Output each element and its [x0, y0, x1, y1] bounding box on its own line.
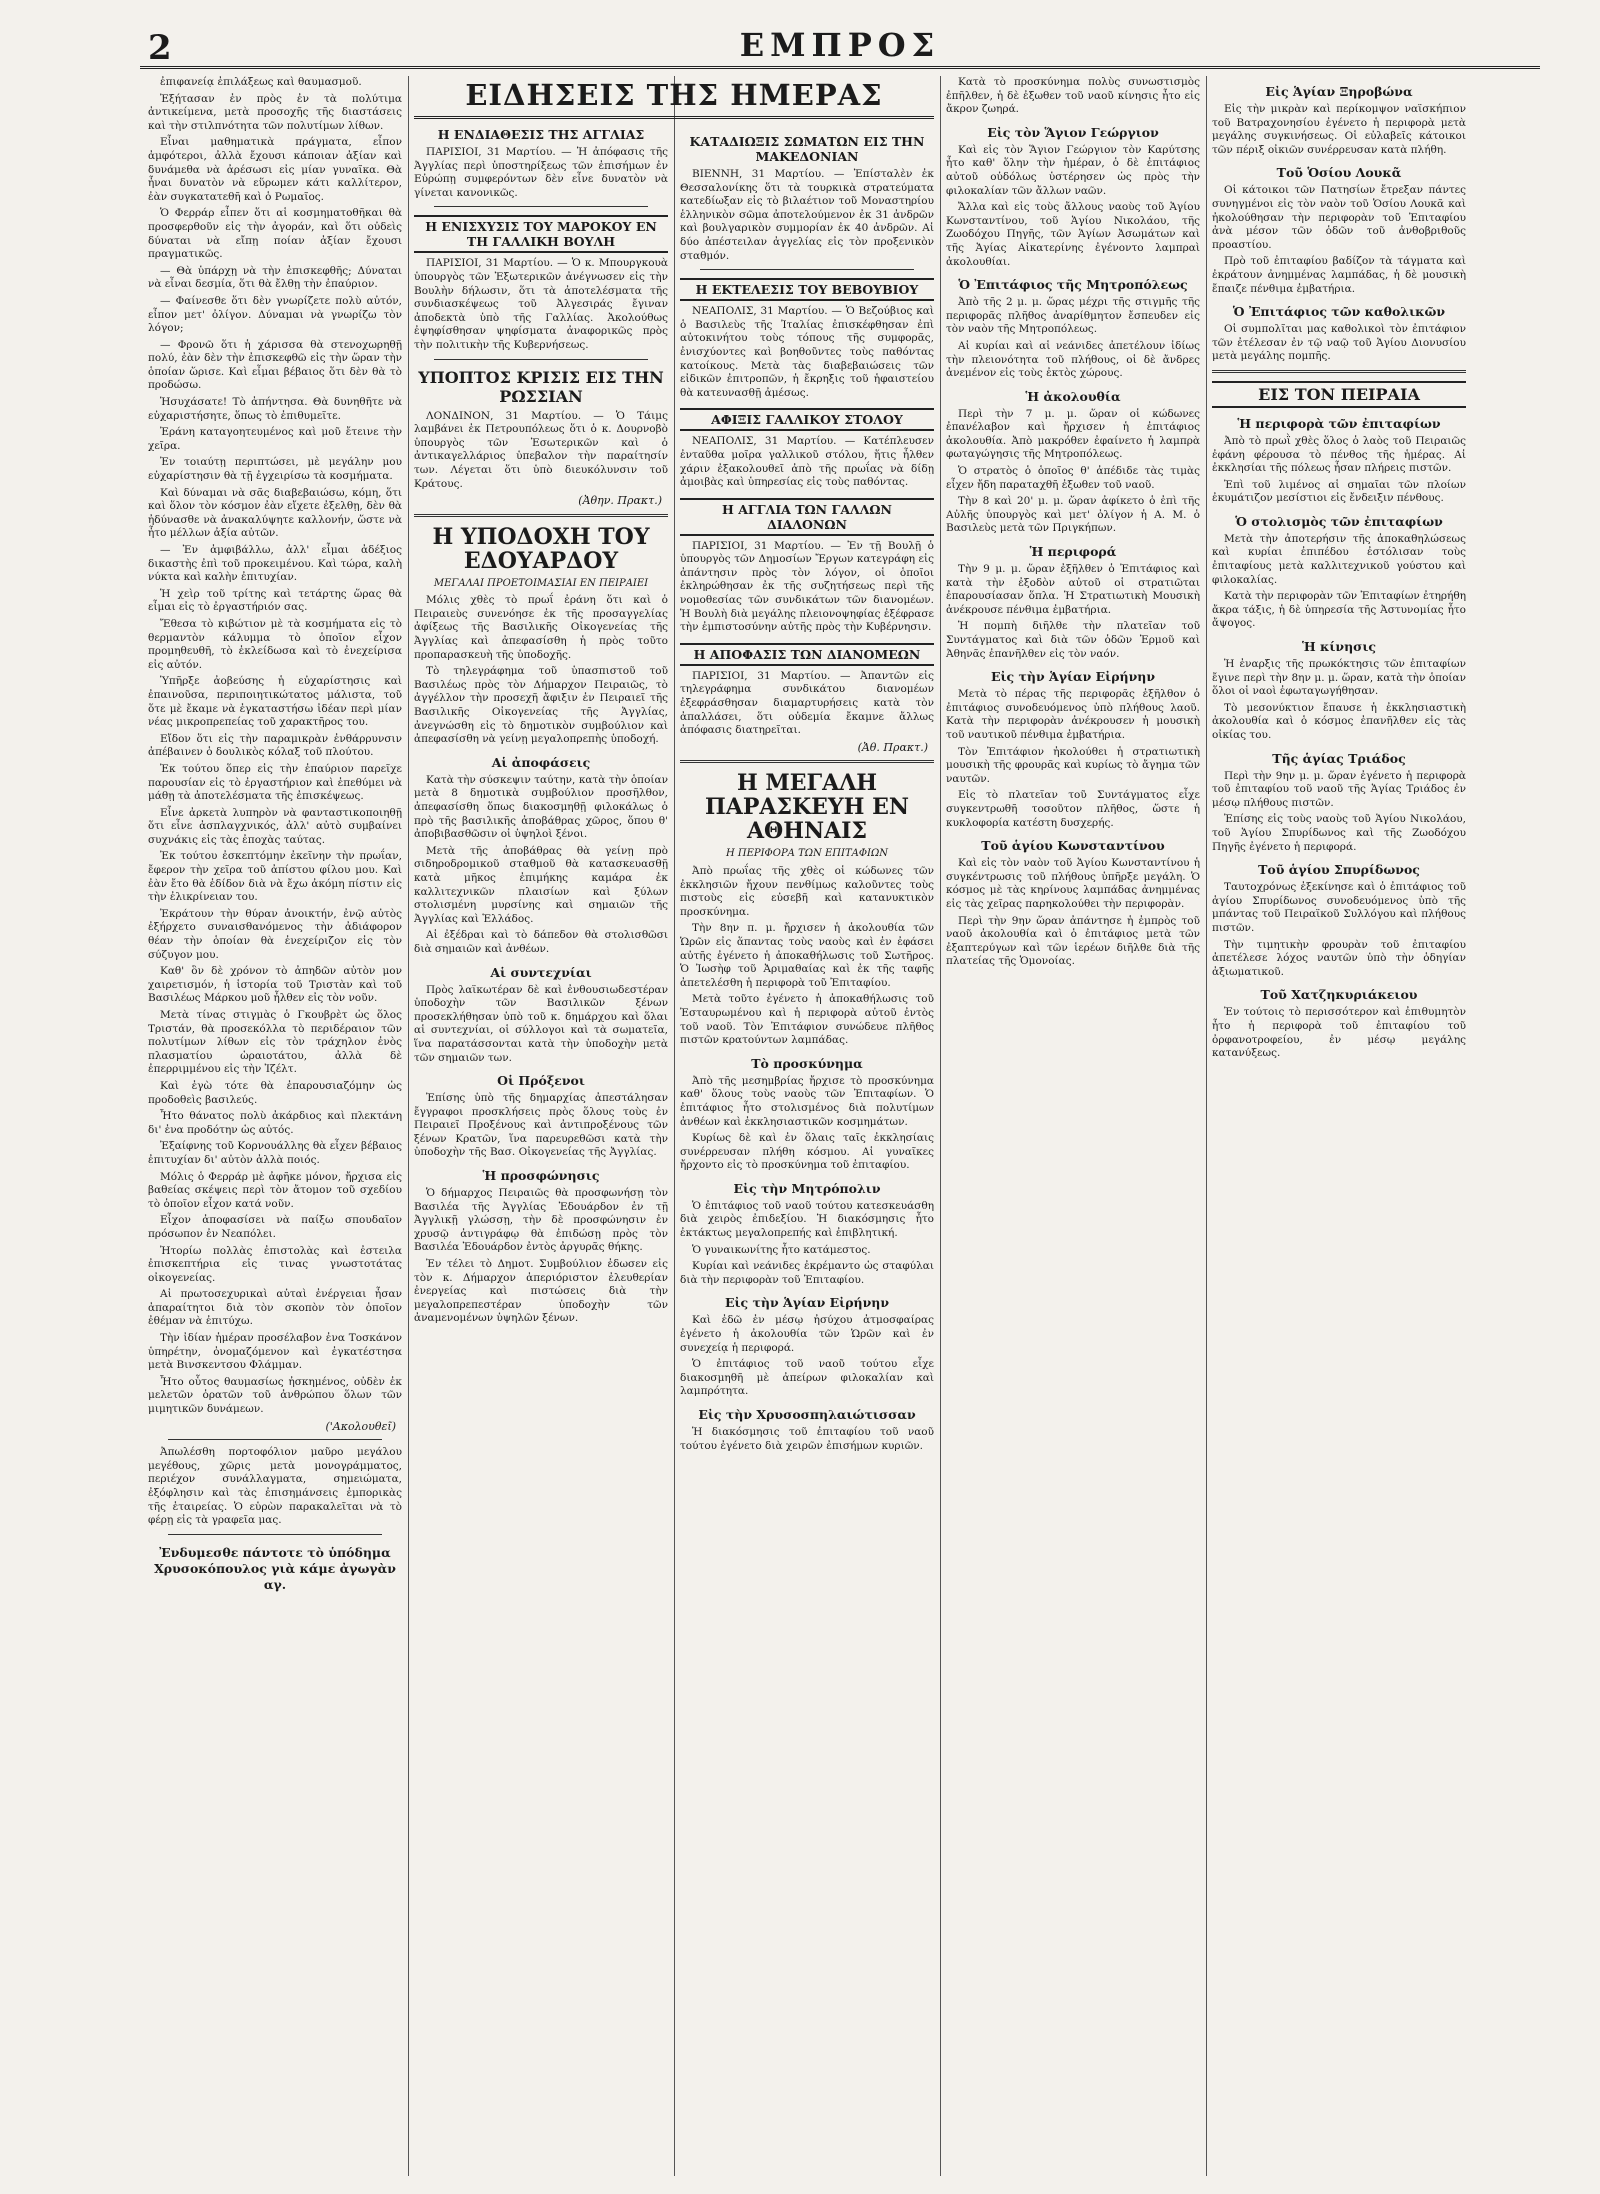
subhead: Εἰς τὴν Ἁγίαν Εἰρήνην	[724, 1295, 890, 1311]
paragraph: Ἐράνη καταγοητευμένος καὶ μοῦ ἔτεινε τὴν χεῖρα.	[148, 426, 402, 452]
paragraph: Καὶ δύναμαι νὰ σᾶς διαβεβαιώσω, κόμη, ὅτι καὶ ὅλον τὸν κόσμον ἐὰν εἴχετε ἐξελθῃ, δὲν θὰ ἠδύνασθε νὰ ἀνακαλύψητε καλλονήν, ὥστε νὰ ἦτο μέλλων ἀξία αὐτῶν.	[148, 486, 402, 540]
paragraph: Τὴν ἰδίαν ἡμέραν προσέλαβον ἐνα Τοσκάνον ὑπηρέτην, ὀνομαζόμενον καὶ ἐγκατέστησα μετὰ Βινσκεντσου Φλάμμαν.	[148, 1332, 402, 1372]
paragraph: Εἰς τὸ πλατεῖαν τοῦ Συντάγματος εἶχε συγκεντρωθῆ τοσοῦτον πλῆθος, ὥστε ἡ κυκλοφορία κατέστη δυσχερής.	[946, 789, 1200, 829]
paragraph: Καὶ εἰς τὸν Ἅγιον Γεώργιον τὸν Καρύτσης ἦτο καθ' ὅλην τὴν ἡμέραν, ὁ δὲ ἐπιτάφιος αὐτοῦ οὐδόλως ὑστέρησεν ὡς πρὸς τὴν φιλοκαλίαν τῶν ἄλλων ναῶν.	[946, 143, 1200, 197]
shoe-ad: Ἐνδυμεσθε πάντοτε τὸ ὑπόδημα Χρυσοκόπουλος γιὰ κάμε ἀγωγὰν αγ.	[154, 1544, 396, 1592]
headline: Η ΥΠΟΔΟΧΗ ΤΟΥ ΕΔΟΥΑΡΔΟΥ	[432, 523, 650, 574]
paragraph: Ἐξήτασαν ἐν πρὸς ἐν τὰ πολύτιμα ἀντικείμενα, μετὰ προσοχῆς τῆς διαστάσεις καὶ τὴν στιλπνότητα τῶν πολυτίμων λίθων.	[148, 92, 402, 132]
section-heading-piraeus: ΕΙΣ ΤΟΝ ΠΕΙΡΑΙΑ	[1212, 381, 1466, 408]
paragraph: Μετὰ τίνας στιγμὰς ὁ Γκουβρὲτ ὡς ὅλος Τριστάν, θὰ προσεκόλλα τὸ περιδέραιον τῶν πολυτίμων λίθων εἰς τὸν τράχηλον ἐνὸς πλασματίου ὡραιοτάτου, ἀλλὰ δὲ ἐπερριμμένου εἰς τὴν Ἰζέλτ.	[148, 1009, 402, 1076]
paragraph: Ἡσυχάσατε! Τὸ ἀπήντησα. Θὰ δυνηθῆτε νὰ εὐχαριστήσητε, ὅπως τὸ ἐπιθυμεῖτε.	[148, 396, 402, 422]
paragraph: Μετὰ τοῦτο ἐγένετο ἡ ἀποκαθήλωσις τοῦ Ἐσταυρωμένου καὶ ἡ περιφορὰ αὐτοῦ ἐντὸς τοῦ ναοῦ. Τὸν Ἐπιτάφιον συνώδευε πλῆθος πιστῶν κρατούντων λαμπάδας.	[680, 993, 934, 1047]
paragraph: Ἄλλα καὶ εἰς τοὺς ἄλλους ναοὺς τοῦ Ἁγίου Κωνσταντίνου, τοῦ Ἁγίου Νικολάου, τῆς Ζωοδόχου Πηγῆς, τῶν Ἁγίων Ἀσωμάτων καὶ τῆς Ἁγίας Αἰκατερίνης ἐγένοντο λαμπραὶ ἀκολουθίαι.	[946, 201, 1200, 268]
subhead: Τοῦ Ὁσίου Λουκᾶ	[1276, 165, 1402, 181]
paragraph: Περὶ τὴν 7 μ. μ. ὥραν οἱ κώδωνες ἐπανέλαβον καὶ ἤρχισεν ἡ ἐπιτάφιος ἀκολουθία. Ἀπὸ μακρόθεν ἐφαίνετο ἡ λαμπρὰ φωταγώγησις τῆς Μητροπόλεως.	[946, 407, 1200, 461]
paragraph: Ἡ πομπὴ διῆλθε τὴν πλατεῖαν τοῦ Συντάγματος καὶ διὰ τῶν ὁδῶν Ἑρμοῦ καὶ Ἀθηνᾶς ἐπανῆλθεν εἰς τὸν ναόν.	[946, 620, 1200, 660]
paragraph: Ἔθεσα τὸ κιβώτιον μὲ τὰ κοσμήματα εἰς τὸ θερμαντὸν κάλυμμα τὸ ὁποῖον εἶχον προμηθευθῆ, τὸ ἐκλείδωσα καὶ τὸ ἐνεχείρισα εἰς αὐτόν.	[148, 617, 402, 671]
paragraph: Εἴδον ὅτι εἰς τὴν παραμικρὰν ἐνθάρρυνσιν ἀπέβαινεν ὁ δουλικὸς κόλαξ τοῦ πλούτου.	[148, 732, 402, 759]
subhead: Ἡ κίνησις	[1301, 639, 1377, 655]
paragraph: Κυρίως δὲ καὶ ἐν ὅλαις ταῖς ἐκκλησίαις συνέρρευσαν πλήθη κόσμου. Αἱ γυναῖκες ἤρχοντο εἰς τὸ προσκύνημα τοῦ ἐπιταφίου.	[680, 1132, 934, 1172]
paragraph: Ἀπὸ πρωΐας τῆς χθὲς οἱ κώδωνες τῶν ἐκκλησιῶν ἤχουν πενθίμως καλοῦντες τοὺς πιστοὺς εἰς εὐσεβῆ καὶ κατανυκτικὸν προσκύνημα.	[680, 865, 934, 918]
paragraph: Τὴν 8 καὶ 20' μ. μ. ὥραν ἀφίκετο ὁ ἐπὶ τῆς Αὐλῆς ὑπουργὸς καὶ μετ' ὀλίγον ἡ Α. Μ. ὁ Βασιλεὺς μετὰ τῶν Πριγκήπων.	[946, 495, 1200, 535]
paragraph: Ἐν τοιαύτῃ περιπτώσει, μὲ μεγάλην μου εὐχαρίστησιν θὰ τῇ ἐγχειρίσω τὰ κοσμήματα.	[148, 456, 402, 483]
subhead: Εἰς τὴν Χρυσοσπηλαιώτισσαν	[698, 1407, 916, 1422]
paragraph: — Ἐν ἀμφιβάλλω, ἀλλ' εἶμαι ἀδέξιος δικαστὴς ἐπὶ τοῦ προκειμένου. Καὶ τώρα, καλὴ νύκτα καὶ καλὴν ἐπιτυχίαν.	[148, 544, 402, 584]
section-banner: ΕΙΔΗΣΕΙΣ ΤΗΣ ΗΜΕΡΑΣ	[414, 78, 934, 119]
headline: Η ΑΓΓΛΙΑ ΤΩΝ ΓΑΛΛΩΝ ΔΙΑΛΟΝΩΝ	[680, 498, 934, 536]
paragraph: Κατὰ τὸ προσκύνημα πολὺς συνωστισμὸς ἐπῆλθεν, ἡ δὲ ἐξωθεν τοῦ ναοῦ κίνησις ἦτο εἰς ἄκρον ζωηρά.	[946, 76, 1200, 116]
paragraph: ΝΕΑΠΟΛΙΣ, 31 Μαρτίου. — Κατέπλευσεν ἐνταῦθα μοῖρα γαλλικοῦ στόλου, ἥτις ἦλθεν χάριν ἐξακολουθεῖ ἀπὸ τῆς πρωΐας νὰ δίδῃ ἀμοιβὰς καὶ ὑπηρεσίας εἰς τοὺς παθόντας.	[680, 435, 934, 489]
paragraph: Καὶ εἰς τὸν ναὸν τοῦ Ἁγίου Κωνσταντίνου ἡ συγκέντρωσις τοῦ πλήθους ὑπῆρξε μεγάλη. Ὁ κόσμος μὲ τὰς κηρίνους λαμπάδας ἀνημμένας εἰς τὰς χεῖρας παρηκολούθει τὴν περιφορὰν.	[946, 857, 1200, 910]
subhead: Οἱ Πρόξενοι	[497, 1073, 585, 1089]
divider	[168, 1439, 382, 1440]
paragraph: — Φαίνεσθε ὅτι δὲν γνωρίζετε πολὺ αὐτόν, εἶπον μετ' ὀλίγον. Δύναμαι νὰ γνωρίζω τὸν λόγον;	[148, 294, 402, 335]
paragraph: Ὁ δήμαρχος Πειραιῶς θὰ προσφωνήσῃ τὸν Βασιλέα τῆς Ἀγγλίας Ἐδουάρδον ἐν τῇ Ἀγγλικῇ γλώσσῃ, τὴν δὲ προσφώνησιν ἐν χρυσῷ ἀντιγράφῳ θὰ ἐπιδώσῃ πρὸς τὸν Βασιλέα Ἐδουάρδον ἐντὸς ἀργυρᾶς θήκης.	[414, 1187, 668, 1254]
lost-item-ad: Ἀπωλέσθη πορτοφόλιον μαῦρο μεγάλου μεγέθους, χῶρις μετὰ μονογράμματος, περιέχον συνάλλαγματα, σημειώματα, ἐξόφλησιν καὶ τὰς ἐπισημάνσεις ἐμπορικὰς τῆς ἑταιρείας. Ὁ εὑρὼν παρακαλεῖται νὰ τὸ φέρῃ εἰς τὰ γραφεῖα μας.	[148, 1446, 402, 1527]
paragraph: ἐπιφανείᾳ ἐπιλάξεως καὶ θαυμασμοῦ.	[160, 76, 362, 88]
column-divider	[674, 76, 675, 2176]
column-divider	[1206, 76, 1207, 2176]
paragraph: Ἐν τέλει τὸ Δημοτ. Συμβούλιον ἐδωσεν εἰς τὸν κ. Δήμαρχον ἀπεριόριστον ἐλευθερίαν ἐνεργείας καὶ πιστώσεις διὰ τὴν μεγαλοπρεπεστέραν ὑποδοχὴν τῶν ἀναμενομένων ὑψηλῶν ξένων.	[414, 1258, 668, 1325]
paragraph: Εἶνε ἀρκετὰ λυπηρὸν νὰ φανταστικοποιηθῇ ὅτι εἶνε ἀσπλαγχνικός, ἀλλ' αὐτὸ συμβαίνει συχνάκις εἰς τὰς ἐποχὰς ταύτας.	[148, 806, 402, 846]
subhead: Ὁ Ἐπιτάφιος τῶν καθολικῶν	[1232, 304, 1446, 320]
paragraph: Ἐν τούτοις τὸ περισσότερον καὶ ἐπιθυμητὸν ἦτο ἡ περιφορὰ τοῦ ἐπιταφίου τοῦ ὀρφανοτροφείου, ἐν μέσῳ μεγάλης κατανύξεως.	[1212, 1006, 1466, 1060]
paragraph: Ἐπίσης εἰς τοὺς ναοὺς τοῦ Ἁγίου Νικολάου, τοῦ Ἁγίου Σπυρίδωνος καὶ τῆς Ζωοδόχου Πηγῆς ἐγένετο ἡ περιφορά.	[1212, 813, 1466, 853]
paragraph: Καὶ ἐγὼ τότε θὰ ἐπαρουσιαζόμην ὡς προδοθεὶς βασιλεύς.	[148, 1079, 402, 1106]
subhead: Τῆς ἁγίας Τριάδος	[1272, 750, 1406, 766]
paragraph: ΠΑΡΙΣΙΟΙ, 31 Μαρτίου. — Ἀπαντῶν εἰς τηλεγράφημα συνδικάτου διανομέων ἐξεφράσθησαν διαμαρτυρήσεις κατὰ τὸν ἀπαλλάσει, ὅτι οὐδεμία ἔκαμνε ἄλλως ἀπόφασις διατηρεῖται.	[680, 669, 934, 737]
paragraph: Τὸν Ἐπιτάφιον ἠκολούθει ἡ στρατιωτικὴ μουσικὴ τῆς φρουρᾶς καὶ κυρίως τὸ ἄγημα τῶν ναυτῶν.	[946, 745, 1200, 785]
column-3	[680, 76, 934, 2176]
paragraph: Ἐκ τούτου ἐσκεπτόμην ἐκεῖνην τὴν πρωΐαν, ἔφερον τὴν χεῖρα τοῦ ἀπίστου φίλου μου. Καὶ ἐὰν ἔτο θὰ ἐδίδον διὰ νὰ ἔχω ἀκόμη πίστιν εἰς τὴν ἐλικρίνειαν του.	[148, 850, 402, 904]
paragraph: Τὸ τηλεγράφημα τοῦ ὑπασπιστοῦ τοῦ Βασιλέως πρὸς τὸν Δήμαρχον Πειραιῶς, τὸ ἀγγέλλον τὴν προσεχῆ ἄφιξιν ἐν Πειραιεῖ τῆς Βασιλικῆς Οἰκογενείας τῆς Ἀγγλίας, ἀνεγνώσθη εἰς τὸ δημοτικὸν συμβούλιον καὶ ἀπεφασίσθη νὰ γείνῃ μεγαλοπρεπὴς ὑποδοχή.	[414, 665, 668, 746]
paragraph: Ἡ ἐναρξις τῆς πρωκόκτησις τῶν ἐπιταφίων ἔγινε περὶ τὴν 8ην μ. μ. ὥραν, κατὰ τὴν ὁποίαν ὅλοι οἱ ναοὶ ἐφωταγωγήθησαν.	[1212, 658, 1466, 698]
paragraph: Οἱ συμπολῖται μας καθολικοὶ τὸν ἐπιτάφιον τῶν ἐτέλεσαν ἐν τῷ ναῷ τοῦ Ἁγίου Διονυσίου μετὰ μεγάλης πομπῆς.	[1212, 323, 1466, 363]
divider	[700, 269, 914, 270]
paragraph: Μόλις χθὲς τὸ πρωΐ ἐράνη ὅτι καὶ ὁ Πειραιεὺς συνενόησε ἐκ τῆς προσαγγελίας ἀφίξεως τῆς Βασιλικῆς Οἰκογενείας τῆς Ἀγγλίας καὶ ἀπεφασίσθη ἡ πρὸς τοῦτο προπαρασκευὴ τῆς ὑποδοχῆς.	[414, 594, 668, 661]
page-number: 2	[148, 28, 172, 68]
subhead: Τοῦ ἁγίου Σπυρίδωνος	[1258, 862, 1420, 878]
headline: ΚΑΤΑΔΙΩΞΙΣ ΣΩΜΑΤΩΝ ΕΙΣ ΤΗΝ ΜΑΚΕΔΟΝΙΑΝ	[689, 134, 925, 164]
column-divider	[940, 76, 941, 2176]
paragraph: Οἱ κάτοικοι τῶν Πατησίων ἔτρεξαν πάντες συνηγμένοι εἰς τὸν ναὸν τοῦ Ὁσίου Λουκᾶ καὶ ἠκολούθησαν τὴν περιφορὰν τοῦ Ἐπιταφίου ἀνὰ μέσον τῶν ὁδῶν τοῦ ἀνθοβριθοῦς προαστίου.	[1212, 184, 1466, 251]
subhead: Ἡ περιφορά	[1029, 544, 1117, 560]
divider	[1212, 370, 1466, 373]
paragraph: Ἦτο θάνατος πολὺ ἀκάρδιος καὶ πλεκτάνη δι' ἐνα προδότην ὡς αὐτός.	[148, 1110, 402, 1136]
paragraph: Πρὸ τοῦ ἐπιταφίου βαδίζον τὰ τάγματα καὶ ἐκράτουν ἀνημμένας λαμπάδας, ἡ δὲ μουσικὴ ἔπαιζε πένθιμα ἐμβατήρια.	[1212, 255, 1466, 295]
paragraph: Ὁ ἐπιτάφιος τοῦ ναοῦ τούτου κατεσκευάσθη διὰ χειρὸς ἐπιδεξίου. Ἡ διακόσμησις ἦτο ἐκτάκτως μεγαλοπρεπής καὶ ἐπιβλητική.	[680, 1199, 934, 1240]
subhead: Εἰς τὴν Μητρόπολιν	[733, 1180, 881, 1196]
subhead: Αἱ ἀποφάσεις	[491, 754, 591, 770]
paragraph: Τὸ μεσονύκτιον ἔπαυσε ἡ ἐκκλησιαστικὴ ἀκολουθία καὶ ὁ κόσμος ἐπανῆλθεν εἰς τὰς οἰκίας του.	[1212, 701, 1466, 741]
subhead: Τοῦ Χατζηκυριάκειου	[1260, 987, 1418, 1003]
paragraph: Εἶναι μαθηματικὰ πράγματα, εἶπον ἀμφότεροι, ἀλλὰ ἔχουσι κάποιαν ἀξίαν καὶ δυνάμεθα νὰ ἀρέσωσι εἰς μίαν γυναῖκα. Θὰ ἦναι δυνατὸν νὰ εὕρωμεν κάτι καλλίτερον, ἐὰν συγκατατεθῆ καὶ ὁ Ρωμαῖος.	[148, 136, 402, 203]
subhead: Ἡ περιφορὰ τῶν ἐπιταφίων	[1237, 415, 1441, 431]
paragraph: ΝΕΑΠΟΛΙΣ, 31 Μαρτίου. — Ὁ Βεζούβιος καὶ ὁ Βασιλεὺς τῆς Ἰταλίας ἐπισκέφθησαν ἐπὶ αὐτοκινήτου τοὺς τόπους τῆς συμφορᾶς, ἐνισχύοντες καὶ βοηθοῦντες τοὺς παθόντας κατοίκους. Μετὰ τὰς διαβεβαιώσεις τῶν εἰδικῶν ἐπιτροπῶν, ἡ ἔκρηξις τοῦ ἡφαιστείου θὰ κατευνασθῇ ἀμέσως.	[680, 305, 934, 399]
headline: Η ΕΚΤΕΛΕΣΙΣ ΤΟΥ ΒΕΒΟΥΒΙΟΥ	[680, 278, 934, 301]
paragraph: Ἐκ τούτου ὅπερ εἰς τὴν ἐπαύριον παρεῖχε παρουσίαν εἰς τὸ ἐργαστήριον καὶ ἐπεθύμει νὰ μάθῃ τὰ ἀποτελέσματα τῆς ἐπισκέψεως.	[148, 762, 402, 803]
subhead: Εἰς Ἁγίαν Ξηροβώνα	[1265, 84, 1413, 99]
paragraph: Ἐπίσης ὑπὸ τῆς δημαρχίας ἀπεστάλησαν ἔγγραφοι προσκλήσεις πρὸς ὅλους τοὺς ἐν Πειραιεῖ Προξένους καὶ ἀντιπροξένους τῶν ξένων Κρατῶν, ἵνα παρευρεθῶσι κατὰ τὴν ὑποδοχὴν τῆς Βασ. Οἰκογενείας τῆς Ἀγγλίας.	[414, 1092, 668, 1159]
newspaper-title: ΕΜΠΡΟΣ	[739, 26, 941, 64]
headline: ΥΠΟΠΤΟΣ ΚΡΙΣΙΣ ΕΙΣ ΤΗΝ ΡΩΣΣΙΑΝ	[418, 367, 664, 406]
paragraph: Ἀπὸ τὸ πρωῒ χθὲς ὅλος ὁ λαὸς τοῦ Πειραιῶς ἐφάνη φέρουσα τὸ πένθος τῆς ἡμέρας. Αἱ ἐκκλησίαι τῆς πόλεως ἦσαν πλήρεις πιστῶν.	[1212, 434, 1466, 475]
headline: Η ΜΕΓΑΛΗ ΠΑΡΑΣΚΕΥΗ ΕΝ ΑΘΗΝΑΙΣ	[705, 770, 909, 845]
divider	[434, 206, 648, 207]
paragraph: Πρὸς λαϊκωτέραν δὲ καὶ ἐνθουσιωδεστέραν ὑποδοχὴν τῶν Βασιλικῶν ξένων προσεκλήθησαν ὑπὸ τοῦ κ. δημάρχου καὶ ὅλαι αἱ συντεχνίαι, οἱ σύλλογοι καὶ τὰ σωματεῖα, ἵνα παρατάσσονται κατὰ τὴν ὑποδοχὴν μετὰ τῶν σημαιῶν των.	[414, 983, 668, 1064]
paragraph: Μετὰ τὴν ἀποτερήσιν τῆς ἀποκαθηλώσεως καὶ κυρίαι ἐπιπέδου ἐστόλισαν τοὺς ἐπιταφίους μετὰ καλλιτεχνικοῦ γούστου καὶ φιλοκαλίας.	[1212, 532, 1466, 586]
paragraph: Ἐξαίφνης τοῦ Κορνουάλλης θὰ εἶχεν βέβαιος ἐπιτυχίαν δι' αὐτὸν ἀλλὰ ποιός.	[148, 1140, 402, 1166]
subhead: Ἡ ἀκολουθία	[1025, 388, 1121, 404]
subhead: Αἱ συντεχνίαι	[490, 964, 592, 980]
paragraph: Μετὰ τῆς ἀποβάθρας θὰ γείνῃ πρὸ σιδηροδρομικοῦ σταθμοῦ θὰ κατασκευασθῇ κατὰ μῆκος ἐπιμήκης καμάρα ἐκ καλλιτεχνικῶν πλαισίων καὶ ξύλων στολισμένη μυρσίνης καὶ σημαιῶν τῆς Ἀγγλίας καὶ Ἑλλάδος.	[414, 844, 668, 925]
paragraph: Κατὰ τὴν σύσκεψιν ταύτην, κατὰ τὴν ὁποίαν μετὰ 8 δημοτικὰ συμβούλιον προσῆλθον, ἀπεφασίσθη ὅπως διακοσμηθῇ φιλοκάλως ὁ πρὸ τῆς βασιλικῆς ἀποβάθρας χῶρος, ὅπου θ' ἀποβιβασθῶσιν οἱ ὑψηλοὶ ξένοι.	[414, 773, 668, 841]
paragraph: Ἀπὸ τῆς μεσημβρίας ἤρχισε τὸ προσκύνημα καθ' ὅλους τοὺς ναοὺς τῶν Ἐπιταφίων. Ὁ ἐπιτάφιος ἦτο στολισμένος διὰ πολυτίμων ἀνθέων καὶ ἐκκλησιαστικῶν κοσμημάτων.	[680, 1074, 934, 1128]
paragraph: Ὁ γυναικωνίτης ἦτο κατάμεστος.	[692, 1243, 871, 1256]
subhead: Ὁ Ἐπιτάφιος τῆς Μητροπόλεως	[958, 277, 1188, 293]
headline: Η ΕΝΙΣΧΥΣΙΣ ΤΟΥ ΜΑΡΟΚΟΥ ΕΝ ΤΗ ΓΑΛΛΙΚΗ ΒΟΥΛΗ	[414, 215, 668, 253]
column-1	[148, 76, 402, 2176]
to-be-continued: ('Ακολουθεῖ)	[325, 1419, 396, 1433]
subheadline: Η ΠΕΡΙΦΟΡΑ ΤΩΝ ΕΠΙΤΑΦΙΩΝ	[725, 848, 889, 860]
paragraph: Αἱ ἐξέδραι καὶ τὸ δάπεδον θὰ στολισθῶσι διὰ σημαιῶν καὶ ἀνθέων.	[414, 929, 668, 955]
paragraph: Καὶ ἐδῶ ἐν μέσῳ ἠσύχου ἀτμοσφαίρας ἐγένετο ἡ ἀκολουθία τῶν Ὡρῶν καὶ ἐν συνεχείᾳ ἡ περιφορά.	[680, 1314, 934, 1354]
paragraph: Ὁ στρατὸς ὁ ὁποῖος θ' ἀπέδιδε τὰς τιμὰς εἶχεν ἤδη παραταχθῆ ἐξωθεν τοῦ ναοῦ.	[946, 465, 1200, 491]
paragraph: Ἀπὸ τῆς 2 μ. μ. ὥρας μέχρι τῆς στιγμῆς τῆς περιφορᾶς πλῆθος ἀναρίθμητον ἔσπευδεν εἰς τὸν ναὸν τῆς Μητροπόλεως.	[946, 296, 1200, 336]
paragraph: Περὶ τὴν 9ην ὥραν ἀπάντησε ἡ ἐμπρὸς τοῦ ναοῦ ἀκολουθία καὶ ὁ ἐπιτάφιος μετὰ τῶν ἐξαπτερύγων καὶ τῶν ἱερέων διῆλθε διὰ τῆς πλατείας τῆς Ὁμονοίας.	[946, 914, 1200, 968]
subhead: Ὁ στολισμὸς τῶν ἐπιταφίων	[1235, 513, 1443, 529]
divider	[414, 514, 668, 517]
paragraph: Εἶχον ἀποφασίσει νὰ παίξω σπουδαῖον πρόσωπον ἐν Νεαπόλει.	[148, 1214, 402, 1240]
paragraph: Ὑπῆρξε ἀοβεύσης ἡ εὐχαρίστησις καὶ ἐπαινοῦσα, περιποιητικώτατος μάλιστα, τοῦ ὅτε μὲ ἔκαμε νὰ ἐγκαταστήσω ἰδέαν περὶ μίαν νέας μικροπρεπείας τοῦ χαρακτῆρος του.	[148, 675, 402, 729]
subhead: Εἰς τὸν Ἅγιον Γεώργιον	[987, 124, 1159, 140]
paragraph: Εἰς τὴν μικρὰν καὶ περίκομψον ναϊσκήπιον τοῦ Βατραχονησίου ἐγένετο ἡ περιφορὰ μετὰ μεγάλης συγκινήσεως. Οἱ εὐλαβεῖς κάτοικοι τῶν πέριξ οἰκιῶν συνέρρευσαν κατὰ πλήθη.	[1212, 103, 1466, 156]
paragraph: Τὴν τιμητικὴν φρουρὰν τοῦ ἐπιταφίου ἀπετέλεσε λόχος ναυτῶν ὑπὸ τὴν ὁδηγίαν ἀξιωματικοῦ.	[1212, 938, 1466, 978]
column-4	[946, 76, 1200, 2176]
subhead: Ἡ προσφώνησις	[482, 1168, 600, 1184]
source-credit: (Ἀθ. Πρακτ.)	[857, 740, 928, 754]
subheadline: ΜΕΓΑΛΑΙ ΠΡΟΕΤΟΙΜΑΣΙΑΙ ΕΝ ΠΕΙΡΑΙΕΙ	[433, 577, 649, 589]
headline: ΑΦΙΞΙΣ ΓΑΛΛΙΚΟΥ ΣΤΟΛΟΥ	[680, 408, 934, 431]
paragraph: ΠΑΡΙΣΙΟΙ, 31 Μαρτίου. — Ἐν τῇ Βουλῇ ὁ ὑπουργὸς τῶν Δημοσίων Ἔργων κατεγράφη εἰς ἀπάντησιν πρὸς τὸν λόγον, οἱ ὁποῖοι ἐκληρώθησαν ἐκ τῆς συζητήσεως περὶ τῆς νομοθεσίας τῶν συνδικάτων τῶν διανομέων. Ἡ Βουλὴ διὰ μεγάλης πλειονοψηφίας ἐξέφρασε τὴν ἐμπιστοσύνην αὐτῆς πρὸς τὴν Κυβέρνησιν.	[680, 539, 934, 634]
subhead: Τὸ προσκύνημα	[751, 1055, 863, 1071]
paragraph: ΠΑΡΙΣΙΟΙ, 31 Μαρτίου. — Ὁ κ. Μπουργκουὰ ὑπουργὸς τῶν Ἐξωτερικῶν ἀνέγνωσεν εἰς τὴν Βουλὴν δήλωσιν, ὅτι τὰ ἀποτελέσματα τῆς συνδιασκέψεως τοῦ Ἀλγεσιράς ἔγιναν ἀποδεκτὰ ὑπὸ τῆς Γαλλίας. Ἀκολούθως ἐψηφίσθησαν ψηφίσματα ἀναφορικῶς πρὸς τὴν πολιτικὴν τῆς Κυβερνήσεως.	[414, 257, 668, 351]
paragraph: Ὁ ἐπιτάφιος τοῦ ναοῦ τούτου εἶχε διακοσμηθῆ μὲ ἀπείρων φιλοκαλίαν καὶ λαμπρότητα.	[680, 1358, 934, 1398]
banner-space	[680, 76, 934, 126]
column-5	[1212, 76, 1466, 2176]
paragraph: ΒΙΕΝΝΗ, 31 Μαρτίου. — Ἐπίσταλὲν ἐκ Θεσσαλονίκης ὅτι τὰ τουρκικὰ στρατεύματα κατεδίωξαν εἰς τὸ βιλαέτιον τοῦ Μοναστηρίου ἑλληνικὸν σῶμα ἀποτελούμενον ἐκ 31 ἀνδρῶν καὶ βουλγαρικὸν συμμορίαν ἐκ 40 ἀνδρῶν. Αἱ δύο ἀπέστειλαν ἀγγελίας εἰς τὸν προξενικὸν σταθμόν.	[680, 168, 934, 262]
masthead	[140, 26, 1540, 69]
paragraph: Ἐκράτουν τὴν θύραν ἀνοικτήν, ἐνῷ αὐτὸς ἐξήρχετο συναισθανόμενος τὴν ἀδιάφορον θέαν τὴν ὁποίαν θὰ ἐνεχείριζον εἰς τὸν σύζυγον μου.	[148, 907, 402, 961]
paragraph: Κατὰ τὴν περιφορὰν τῶν Ἐπιταφίων ἐτηρήθη ἄκρα τάξις, ἡ δὲ ὑπηρεσία τῆς Ἀστυνομίας ἦτο ἄψογος.	[1212, 590, 1466, 630]
paragraph: Ὁ Φερράρ εἶπεν ὅτι αἱ κοσμηματοθῆκαι θὰ προσφερθοῦν εἰς τὴν ἀγοράν, καὶ ὅτι οὐδεὶς δύναται νὰ εἴπῃ ποίαν ἀξίαν ἔχουσι πραγματικῶς.	[148, 207, 402, 261]
subhead: Εἰς τὴν Ἁγίαν Εἰρήνην	[990, 669, 1156, 685]
paragraph: ΠΑΡΙΣΙΟΙ, 31 Μαρτίου. — Ἡ ἀπόφασις τῆς Ἀγγλίας περὶ ὑποστηρίξεως τῶν ἐπισήμων ἐν Εὐρώπῃ συμφερόντων δὲν εἶνε δυνατὸν νὰ γίνεται κανονικῶς.	[414, 146, 668, 199]
paragraph: Κυρίαι καὶ νεάνιδες ἐκρέμαντο ὡς σταφύλαι διὰ τὴν περιφορὰν τοῦ Ἐπιταφίου.	[680, 1260, 934, 1286]
paragraph: Ἠτορίω πολλὰς ἐπιστολὰς καὶ ἐστειλα ἐπισκεπτήρια εἰς τινας γνωστοτάτας οἰκογενείας.	[148, 1244, 402, 1284]
subhead: Τοῦ ἁγίου Κωνσταντίνου	[981, 838, 1165, 854]
paragraph: Τὴν 8ην π. μ. ἤρχισεν ἡ ἀκολουθία τῶν Ὡρῶν εἰς ἅπαντας τοὺς ναοὺς καὶ ἐν ἐφάσει αὐτῆς ἐγένετο ἡ ἀποκαθήλωσις τοῦ Σωτῆρος. Ὁ Ἰωσὴφ τοῦ Ἀριμαθαίας καὶ ἐκ τῆς ταφῆς ἀπετελέσθη ἡ περιφορὰ τοῦ Ἐπιταφίου.	[680, 922, 934, 989]
paragraph: Τὴν 9 μ. μ. ὥραν ἐξῆλθεν ὁ Ἐπιτάφιος καὶ κατὰ τὴν ἐξοδὸν αὐτοῦ οἱ στρατιῶται ἐπαρουσίασαν ὅπλα. Ἡ Στρατιωτικὴ Μουσικὴ ἀνέκρουσε πένθιμα ἐμβατήρια.	[946, 563, 1200, 616]
paragraph: — Θὰ ὑπάρχῃ νὰ τὴν ἐπισκεφθῆς; Δύναται νὰ εἶναι δεσμία, ὅτι θὰ ἔλθῃ τὴν ἐπαύριον.	[148, 264, 402, 291]
paragraph: Ἡ διακόσμησις τοῦ ἐπιταφίου τοῦ ναοῦ τούτου ἐγένετο διὰ χειρῶν ἐπισήμων κυριῶν.	[680, 1426, 934, 1452]
paragraph: Μετὰ τὸ πέρας τῆς περιφορᾶς ἐξῆλθον ὁ ἐπιτάφιος συνοδευόμενος ὑπὸ πλήθους λαοῦ. Κατὰ τὴν περιφορὰν ἀνέκρουσεν ἡ μουσικὴ τοῦ ναυτικοῦ πένθιμα ἐμβατήρια.	[946, 688, 1200, 741]
paragraph: Αἱ κυρίαι καὶ αἱ νεάνιδες ἀπετέλουν ἰδίως τὴν πλειονότητα τοῦ πλήθους, οἱ δὲ ἄνδρες ἀνεμένον εἰς τοὺς ἐκτὸς χώρους.	[946, 339, 1200, 380]
source-credit: (Ἀθην. Πρακτ.)	[578, 494, 662, 508]
paragraph: ΛΟΝΔΙΝΟΝ, 31 Μαρτίου. — Ὁ Τάιμς λαμβάνει ἐκ Πετρουπόλεως ὅτι ὁ κ. Δουρνοβὸ ὑπουργὸς τῶν Ἐσωτερικῶν καὶ ὁ ἀντικαγελλάριος ὑπεβαλον τὴν παραίτησίν των. Λέγεται ὅτι ὑπὸ διευκόλυνσιν τοῦ Κράτους.	[414, 409, 668, 490]
paragraph: Ἦτο οὗτος θαυμασίως ἠσκημένος, οὐδὲν ἐκ μελετῶν ὁρατῶν τοῦ ἀνθρώπου ὅλων τῶν μιμητικῶν δυνάμεων.	[148, 1375, 402, 1416]
paragraph: — Φρονῶ ὅτι ἡ χάρισσα θὰ στενοχωρηθῇ πολύ, ἐὰν δὲν τὴν ἐπισκεφθῶ εἰς τὴν ὥραν τὴν ὁποίαν ὥρισε. Καὶ εἶμαι βέβαιος ὅτι δὲν θὰ τὸ προδώσω.	[148, 338, 402, 392]
paragraph: Ἐπὶ τοῦ λιμένος αἱ σημαῖαι τῶν πλοίων ἐκυμάτιζον μεσίστιοι εἰς ἔνδειξιν πένθους.	[1212, 478, 1466, 505]
paragraph: Ἡ χεὶρ τοῦ τρίτης καὶ τετάρτης ὥρας θὰ εἶμαι εἰς τὸ ἐργαστήριόν σας.	[148, 587, 402, 614]
paragraph: Αἱ πρωτοσεχυρικαὶ αὐταὶ ἐνέργειαι ἦσαν ἀπαραίτητοι διὰ τὸν σκοπὸν τὸν ὁποῖον ἐθέμαν νὰ ἐπιτύχω.	[148, 1288, 402, 1328]
headline: Η ΕΝΔΙΑΘΕΣΙΣ ΤΗΣ ΑΓΓΛΙΑΣ	[437, 127, 645, 142]
paragraph: Μόλις ὁ Φερράρ μὲ ἀφῆκε μόνον, ἤρχισα εἰς βαθείας σκέψεις περὶ τὸν ἄτομον τοῦ σχεδίου τὸ ὁποῖον εἶχον κατά νοῦν.	[148, 1170, 402, 1210]
divider	[168, 1534, 382, 1535]
paragraph: Περὶ τὴν 9ην μ. μ. ὥραν ἐγένετο ἡ περιφορὰ τοῦ ἐπιταφίου τοῦ ναοῦ τῆς Ἁγίας Τριάδος ἐν μέσῳ πλήθους πιστῶν.	[1212, 769, 1466, 809]
headline: Η ΑΠΟΦΑΣΙΣ ΤΩΝ ΔΙΑΝΟΜΕΩΝ	[680, 643, 934, 666]
column-divider	[408, 76, 409, 2176]
paragraph: Ταυτοχρόνως ἐξεκίνησε καὶ ὁ ἐπιτάφιος τοῦ ἁγίου Σπυρίδωνος συνοδευόμενος ὑπὸ τῆς μπάντας τοῦ Πειραϊκοῦ Συλλόγου καὶ πλήθους πιστῶν.	[1212, 881, 1466, 934]
paragraph: Καθ' ὃν δὲ χρόνον τὸ ἀπηδῶν αὐτὸν μον χαιρετισμόν, ἡ ἱστορία τοῦ Τριστὰν καὶ τοῦ Βασιλέως Μάρκου μοῦ ἦλθεν εἰς τὸν νοῦν.	[148, 965, 402, 1005]
divider	[680, 760, 934, 763]
divider	[434, 359, 648, 360]
